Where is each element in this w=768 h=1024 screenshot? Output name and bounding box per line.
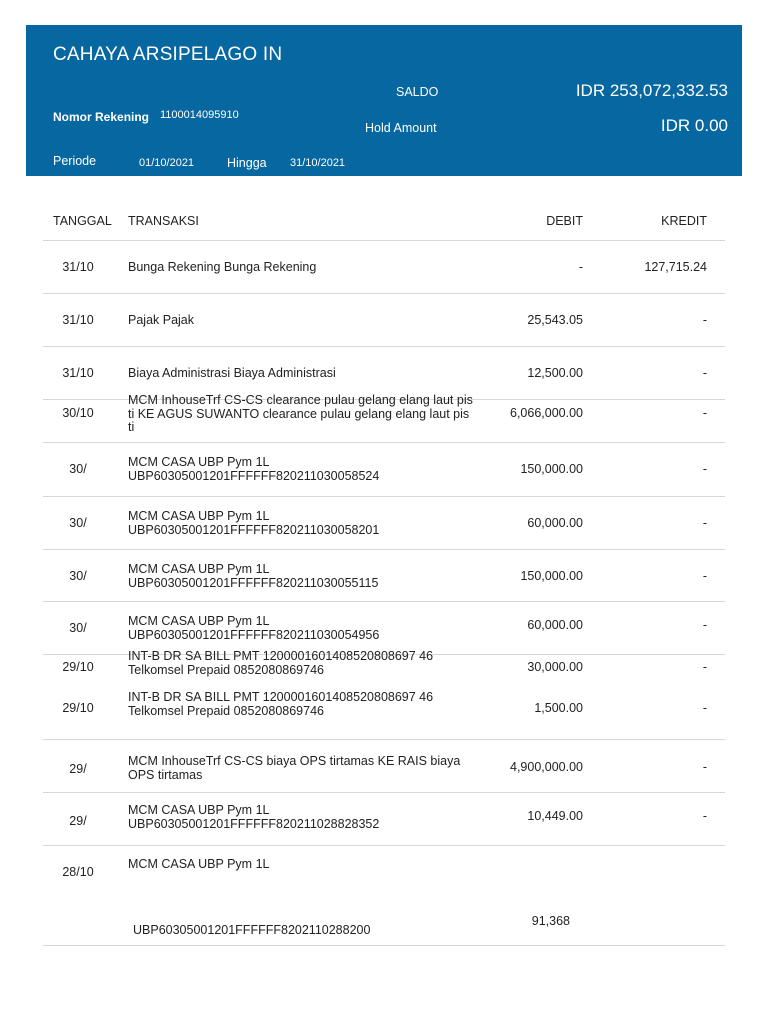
row-kredit: - [702, 569, 707, 583]
table-row [43, 740, 725, 793]
table-bottom-divider [43, 945, 725, 946]
row-date: 30/ [69, 516, 87, 530]
rekening-label: Nomor Rekening [53, 110, 150, 124]
row-date: 31/10 [62, 366, 94, 380]
table-row [43, 497, 725, 550]
row-debit: 150,000.00 [520, 569, 583, 583]
periode-from: 01/10/2021 [139, 157, 195, 169]
table-row [43, 443, 725, 497]
row-debit: 30,000.00 [527, 660, 583, 674]
account-name: CAHAYA ARSIPELAGO IN [53, 44, 283, 65]
row-date: 29/ [69, 762, 87, 776]
row-date: 30/ [69, 569, 87, 583]
row-debit: 12,500.00 [527, 366, 583, 380]
column-debit: DEBIT [546, 214, 583, 228]
row-description: MCM CASA UBP Pym 1L UBP60305001201FFFFFF820211028828352 [128, 803, 380, 831]
row-kredit: - [702, 701, 707, 715]
row-debit: 60,000.00 [527, 618, 583, 632]
saldo-value: IDR 253,072,332.53 [575, 81, 728, 100]
row-kredit: - [702, 660, 707, 674]
row-kredit: - [702, 313, 707, 327]
row-description: MCM InhouseTrf CS-CS biaya OPS tirtamas KE RAIS biaya OPS tirtamas [128, 754, 461, 782]
row-date: 30/ [69, 462, 87, 476]
column-kredit: KREDIT [661, 214, 707, 228]
row-description-cont: UBP60305001201FFFFFF8202110288200 [133, 923, 371, 937]
row-date: 29/ [69, 814, 87, 828]
column-tanggal: TANGGAL [53, 214, 112, 228]
row-description: Pajak Pajak [128, 313, 195, 327]
table-row [43, 690, 725, 740]
periode-label: Periode [53, 154, 97, 168]
row-description: INT-B DR SA BILL PMT 1200001601408520808697 46 Telkomsel Prepaid 0852080869746 [128, 690, 434, 718]
row-debit: 10,449.00 [527, 809, 583, 823]
hold-amount-value: IDR 0.00 [660, 116, 728, 135]
saldo-label: SALDO [396, 85, 439, 99]
account-header [26, 25, 742, 176]
row-debit: 25,543.05 [527, 313, 583, 327]
table-header [43, 196, 725, 241]
hingga-label: Hingga [227, 156, 267, 170]
hold-amount-label: Hold Amount [365, 121, 437, 135]
row-kredit: - [702, 406, 707, 420]
row-debit: 150,000.00 [520, 462, 583, 476]
table-row [43, 846, 725, 936]
table-row [43, 793, 725, 846]
row-kredit: - [702, 618, 707, 632]
periode-to: 31/10/2021 [290, 157, 346, 169]
row-debit: 4,900,000.00 [510, 760, 583, 774]
table-row [43, 294, 725, 347]
row-date: 28/10 [62, 865, 94, 879]
row-description: MCM CASA UBP Pym 1L [128, 857, 270, 871]
row-debit: 60,000.00 [527, 516, 583, 530]
row-description: MCM InhouseTrf CS-CS clearance pulau gelang elang laut pis ti KE AGUS SUWANTO clearance pulau gelang elang laut pis ti [128, 393, 473, 434]
row-description: MCM CASA UBP Pym 1L UBP60305001201FFFFFF820211030058524 [128, 455, 380, 483]
row-kredit: - [702, 516, 707, 530]
row-description: MCM CASA UBP Pym 1L UBP60305001201FFFFFF820211030055115 [128, 562, 379, 590]
table-row [43, 393, 725, 443]
row-kredit: - [702, 462, 707, 476]
row-description: INT-B DR SA BILL PMT 1200001601408520808697 46 Telkomsel Prepaid 0852080869746 [128, 649, 434, 677]
row-date: 30/ [69, 621, 87, 635]
table-row [43, 550, 725, 602]
row-kredit: 127,715.24 [644, 260, 707, 274]
row-kredit: - [702, 760, 707, 774]
row-debit: - [578, 260, 583, 274]
row-description: MCM CASA UBP Pym 1L UBP60305001201FFFFFF820211030058201 [128, 509, 380, 537]
row-date: 31/10 [62, 313, 94, 327]
row-description: MCM CASA UBP Pym 1L UBP60305001201FFFFFF820211030054956 [128, 614, 380, 642]
row-date: 30/10 [62, 406, 94, 420]
row-description: Bunga Rekening Bunga Rekening [128, 260, 317, 274]
table-row [43, 241, 725, 294]
row-kredit: - [702, 809, 707, 823]
column-transaksi: TRANSAKSI [128, 214, 199, 228]
row-debit: 91,368 [531, 914, 570, 928]
rekening-value: 1100014095910 [160, 109, 239, 121]
row-debit: 1,500.00 [534, 701, 583, 715]
row-date: 29/10 [62, 701, 94, 715]
table-row [43, 602, 725, 655]
row-date: 31/10 [62, 260, 94, 274]
row-date: 29/10 [62, 660, 94, 674]
row-debit: 6,066,000.00 [510, 406, 583, 420]
row-kredit: - [702, 366, 707, 380]
transaction-table [43, 196, 725, 937]
row-description: Biaya Administrasi Biaya Administrasi [128, 366, 336, 380]
